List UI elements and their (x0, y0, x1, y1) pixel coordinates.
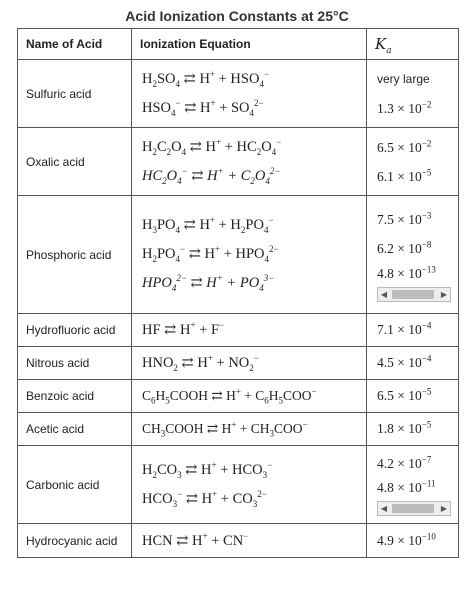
ka-value: $6.5 \times 10^{-2}$ $6.1 \times 10^{-5}$ (367, 128, 459, 196)
table-row (18, 446, 459, 524)
ionization-equation: $CH_3COOH$ ⇄ $H^+ + CH_3COO^-$ (132, 413, 367, 446)
ka-value: $1.8 \times 10^{-5}$ (367, 413, 459, 446)
table-row (18, 314, 459, 347)
acid-name: Phosphoric acid (18, 196, 132, 314)
header-row (18, 29, 459, 60)
table-row (18, 347, 459, 380)
ionization-equation: $C_6H_5COOH$ ⇄ $H^+ + C_6H_5COO^-$ (132, 380, 367, 413)
header-ionization-equation: Ionization Equation (132, 29, 367, 60)
ionization-equation: $H_2SO_4$ ⇄ $H^+ + HSO_4^-$ $HSO_4^-$ ⇄ $H^+ + SO_4^{2-}$ (132, 60, 367, 128)
ka-value: $4.9 \times 10^{-10}$ (367, 524, 459, 558)
ionization-equation: HF ⇄ H+ + F− (132, 314, 367, 347)
horizontal-scrollbar[interactable] (377, 501, 451, 516)
acid-name: Hydrocyanic acid (18, 524, 132, 558)
header-ka: $K_a$ (367, 29, 459, 60)
acid-name: Oxalic acid (18, 128, 132, 196)
acid-name: Carbonic acid (18, 446, 132, 524)
acid-name: Nitrous acid (18, 347, 132, 380)
horizontal-scrollbar[interactable] (377, 287, 451, 302)
ionization-equation: $H_3PO_4$ ⇄ $H^+ + H_2PO_4^-$ $H_2PO_4^-$ ⇄ $H^+ + HPO_4^{2-}$ $HPO_4^{2-}$ ⇄ $H^+ + PO_4^{3-}$ (132, 196, 367, 314)
ionization-equation: HCN ⇄ H+ + CN− (132, 524, 367, 558)
ionization-equation: $H_2C_2O_4$ ⇄ $H^+ + HC_2O_4^-$ $HC_2O_4^-$ ⇄ $H^+ + C_2O_4^{2-}$ (132, 128, 367, 196)
table-row (18, 128, 459, 196)
table-row (18, 380, 459, 413)
scroll-left-icon[interactable]: ◀ (380, 290, 388, 299)
ka-value: $4.5 \times 10^{-4}$ (367, 347, 459, 380)
acid-name: Sulfuric acid (18, 60, 132, 128)
ka-value: $6.5 \times 10^{-5}$ (367, 380, 459, 413)
acid-constants-table (17, 28, 459, 558)
ka-value: $4.2 \times 10^{-7}$ $4.8 \times 10^{-11}$ ◀ ▶ (367, 446, 459, 524)
acid-name: Acetic acid (18, 413, 132, 446)
table-title: Acid Ionization Constants at 25°C (125, 8, 349, 24)
table-row (18, 413, 459, 446)
scroll-right-icon[interactable]: ▶ (440, 290, 448, 299)
table-row (18, 60, 459, 128)
scroll-thumb[interactable] (392, 504, 434, 513)
table-row (18, 524, 459, 558)
scroll-thumb[interactable] (392, 290, 434, 299)
acid-name: Benzoic acid (18, 380, 132, 413)
ka-value: $7.1 \times 10^{-4}$ (367, 314, 459, 347)
ka-value: $7.5 \times 10^{-3}$ $6.2 \times 10^{-8}$ $4.8 \times 10^{-13}$ ◀ ▶ (367, 196, 459, 314)
acid-name: Hydrofluoric acid (18, 314, 132, 347)
header-name-of-acid: Name of Acid (18, 29, 132, 60)
ionization-equation: $HNO_2$ ⇄ $H^+ + NO_2^-$ (132, 347, 367, 380)
scroll-left-icon[interactable]: ◀ (380, 504, 388, 513)
ionization-equation: $H_2CO_3$ ⇄ $H^+ + HCO_3^-$ $HCO_3^-$ ⇄ $H^+ + CO_3^{2-}$ (132, 446, 367, 524)
scroll-right-icon[interactable]: ▶ (440, 504, 448, 513)
ka-value: very large $1.3 \times 10^{-2}$ (367, 60, 459, 128)
table-row (18, 196, 459, 314)
